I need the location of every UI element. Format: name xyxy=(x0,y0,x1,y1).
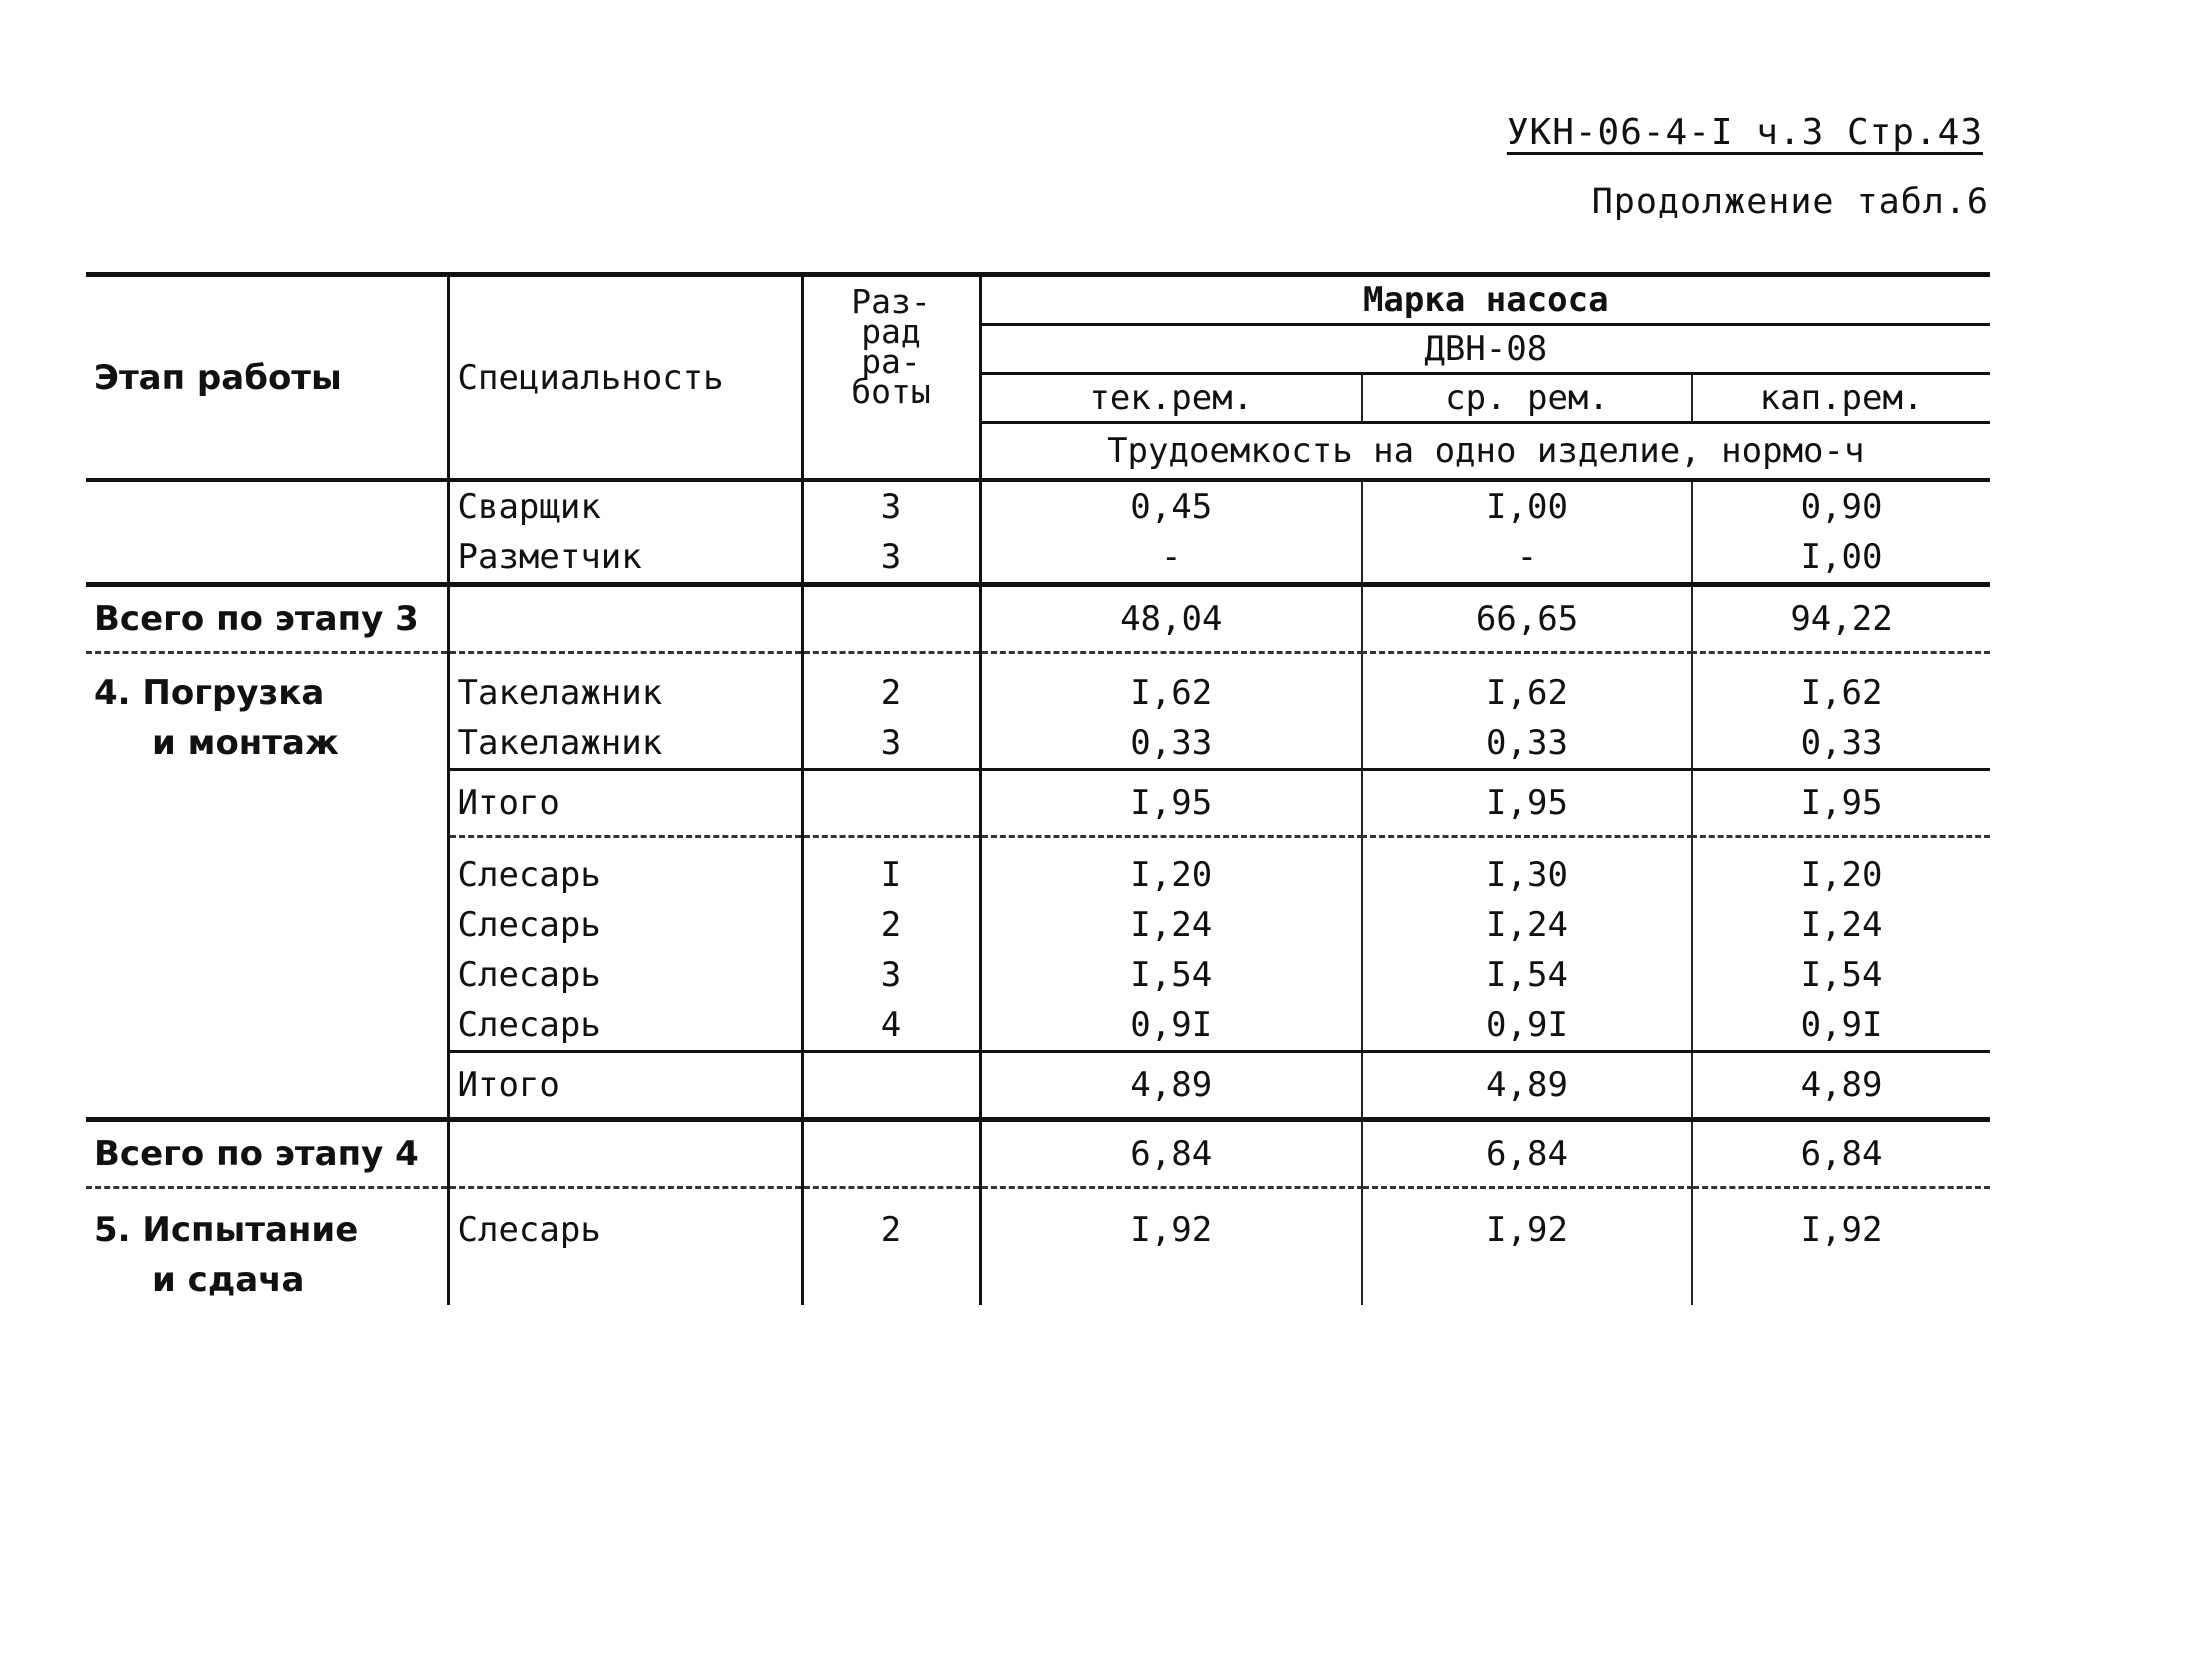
value-cell: I,24 xyxy=(980,900,1362,950)
value-cell: I,92 xyxy=(980,1188,1362,1306)
repair-type-capital: кап.рем. xyxy=(1692,374,1990,423)
value-cell: 0,33 xyxy=(1692,718,1990,770)
grade-header-line: боты xyxy=(851,372,931,411)
value-cell: 0,9I xyxy=(1362,1000,1692,1052)
value-cell: I,00 xyxy=(1692,532,1990,585)
specialty-cell: Сварщик xyxy=(448,480,802,532)
value-cell: I,20 xyxy=(980,837,1362,901)
value-cell: I,54 xyxy=(1362,950,1692,1000)
value-cell: I,95 xyxy=(1362,770,1692,837)
stage-4-label xyxy=(86,653,448,1120)
value-cell: I,00 xyxy=(1362,480,1692,532)
value-cell: 0,45 xyxy=(980,480,1362,532)
subtotal-label: Итого xyxy=(448,770,802,837)
table-row xyxy=(86,532,1990,585)
grade-cell: 3 xyxy=(802,480,980,532)
grade-cell: 3 xyxy=(802,532,980,585)
specialty-cell: Слесарь xyxy=(448,1188,802,1306)
stage-total-row xyxy=(86,1120,1990,1188)
table-row xyxy=(86,480,1990,532)
table-row xyxy=(86,1188,1990,1306)
value-cell: I,24 xyxy=(1362,900,1692,950)
value-cell: - xyxy=(1362,532,1692,585)
stage-line: и монтаж xyxy=(152,723,339,763)
grade-cell: 3 xyxy=(802,950,980,1000)
col-stage-header: Этап работы xyxy=(86,275,448,481)
value-cell: I,30 xyxy=(1362,837,1692,901)
value-cell: I,95 xyxy=(980,770,1362,837)
pump-model-header: ДВН-08 xyxy=(980,325,1990,374)
grade-cell: 3 xyxy=(802,718,980,770)
stage-total-row xyxy=(86,585,1990,653)
value-cell: I,62 xyxy=(1362,653,1692,719)
grade-header-line: Раз- xyxy=(851,282,931,321)
value-cell: I,54 xyxy=(1692,950,1990,1000)
value-cell: 0,90 xyxy=(1692,480,1990,532)
value-cell: I,62 xyxy=(980,653,1362,719)
value-cell: 6,84 xyxy=(1692,1120,1990,1188)
stage-5-label xyxy=(86,1188,448,1306)
labor-caption: Трудоемкость на одно изделие, нормо-ч xyxy=(980,423,1990,479)
stage-total-label: Всего по этапу 4 xyxy=(86,1120,448,1188)
stage-line: 5. Испытание xyxy=(94,1210,359,1250)
subtotal-label: Итого xyxy=(448,1052,802,1118)
specialty-cell: Такелажник xyxy=(448,653,802,719)
stage-total-label: Всего по этапу 3 xyxy=(94,599,419,639)
value-cell: 66,65 xyxy=(1362,585,1692,653)
table-row xyxy=(86,653,1990,719)
value-cell: 6,84 xyxy=(980,1120,1362,1188)
specialty-cell: Слесарь xyxy=(448,950,802,1000)
value-cell: 0,9I xyxy=(1692,1000,1990,1052)
value-cell: 0,9I xyxy=(980,1000,1362,1052)
value-cell: I,24 xyxy=(1692,900,1990,950)
value-cell: I,54 xyxy=(980,950,1362,1000)
value-cell: 94,22 xyxy=(1692,585,1990,653)
grade-cell: 2 xyxy=(802,653,980,719)
grade-cell: 2 xyxy=(802,900,980,950)
table-continuation-note: Продолжение табл.6 xyxy=(1591,182,1989,222)
labor-table xyxy=(86,272,1990,1305)
value-cell: I,92 xyxy=(1362,1188,1692,1306)
repair-type-current: тек.рем. xyxy=(980,374,1362,423)
value-cell: I,20 xyxy=(1692,837,1990,901)
value-cell: 0,33 xyxy=(980,718,1362,770)
value-cell: 0,33 xyxy=(1362,718,1692,770)
value-cell: 4,89 xyxy=(1692,1052,1990,1118)
specialty-cell: Слесарь xyxy=(448,1000,802,1052)
header-row xyxy=(86,275,1990,325)
value-cell: 48,04 xyxy=(980,585,1362,653)
grade-header-line: ра- xyxy=(861,342,921,381)
grade-header-line: рад xyxy=(861,312,921,351)
specialty-cell: Слесарь xyxy=(448,837,802,901)
value-cell: 4,89 xyxy=(980,1052,1362,1118)
document-code: УКН-06-4-I ч.3 Стр.43 xyxy=(1506,112,1983,153)
pump-brand-header: Марка насоса xyxy=(980,275,1990,325)
specialty-cell: Такелажник xyxy=(448,718,802,770)
col-grade-header xyxy=(802,275,980,481)
stage-line: и сдача xyxy=(152,1260,305,1300)
grade-cell: 4 xyxy=(802,1000,980,1052)
value-cell: 6,84 xyxy=(1362,1120,1692,1188)
specialty-cell: Слесарь xyxy=(448,900,802,950)
value-cell: 4,89 xyxy=(1362,1052,1692,1118)
grade-cell: I xyxy=(802,837,980,901)
grade-cell: 2 xyxy=(802,1188,980,1306)
specialty-cell: Разметчик xyxy=(448,532,802,585)
stage-line: 4. Погрузка xyxy=(94,673,325,713)
value-cell: I,95 xyxy=(1692,770,1990,837)
value-cell: - xyxy=(980,532,1362,585)
col-specialty-header: Специальность xyxy=(448,275,802,481)
value-cell: I,92 xyxy=(1692,1188,1990,1306)
repair-type-medium: ср. рем. xyxy=(1362,374,1692,423)
value-cell: I,62 xyxy=(1692,653,1990,719)
